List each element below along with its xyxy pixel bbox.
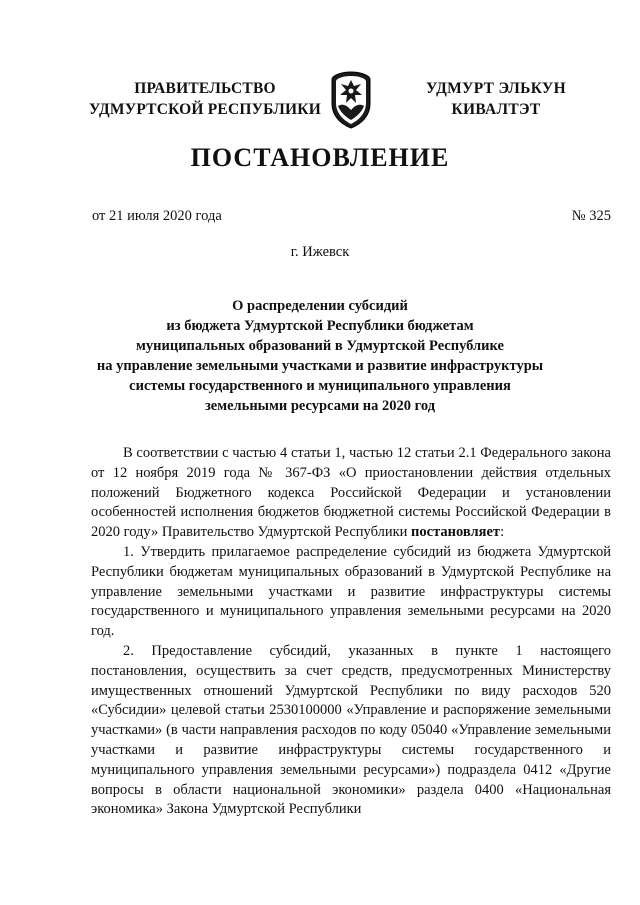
document-subject — [0, 296, 640, 416]
header-udmurt-name — [398, 78, 594, 120]
resolves-word: постановляет — [411, 524, 501, 541]
coat-of-arms-emblem-icon — [328, 70, 374, 130]
subject-line: системы государственного и муниципального управления — [129, 378, 511, 394]
resolves-colon: : — [500, 524, 505, 541]
item-2-paragraph: 2. Предоставление субсидий, указанных в пункте 1 настоящего постановления, осуществить за счет средств, предусмотренных Министерству имущественных отношений Удмуртской Республики по виду расходов 520 «Субсидии» целевой статьи 2530100000 «Управление и распоряжение земельными участками» (в части направления расходов по коду 05040 «Управление земельными участками и развитие инфраструктуры системы государственного и муниципального управления земельными ресурсами») подраздела 0412 «Другие вопросы в области национальной экономики» раздела 0400 «Национальная экономика» Закона Удмуртской Республики — [91, 642, 611, 818]
header-right-line2: КИВАЛТЭТ — [451, 101, 541, 118]
header-left-line1: ПРАВИТЕЛЬСТВО — [134, 80, 276, 97]
subject-line: из бюджета Удмуртской Республики бюджетам — [166, 318, 474, 334]
document-title: ПОСТАНОВЛЕНИЕ — [190, 143, 450, 172]
subject-line: О распределении субсидий — [232, 298, 408, 314]
subject-line: на управление земельными участками и развитие инфраструктуры — [96, 358, 544, 374]
document-number: № 325 — [571, 208, 611, 224]
item-1-paragraph: 1. Утвердить прилагаемое распределение субсидий из бюджета Удмуртской Республики бюджетам муниципальных образований в Удмуртской Республике на управление земельными участками и развитие инфраструктуры системы государственного и муниципального управления земельными ресурсами на 2020 год. — [91, 543, 611, 640]
header-right-line1: УДМУРТ ЭЛЬКУН — [426, 80, 566, 97]
document-city: г. Ижевск — [290, 244, 350, 260]
document-header — [0, 70, 640, 140]
document-date: от 21 июля 2020 года — [92, 208, 222, 224]
header-russian-name — [80, 78, 330, 120]
subject-line: земельными ресурсами на 2020 год — [204, 398, 436, 414]
preamble-text: В соответствии с частью 4 статьи 1, частью 12 статьи 2.1 Федерального закона от 12 ноября 2019 года № 367-ФЗ «О приостановлении действия отдельных положений Бюджетного кодекса Российской Федерации и установлении особенностей исполнения бюджетов бюджетной системы Российской Федерации в 2020 году» Правительство Удмуртской Республики — [91, 445, 611, 541]
header-left-line2: УДМУРТСКОЙ РЕСПУБЛИКИ — [89, 101, 321, 118]
preamble-paragraph — [91, 444, 611, 543]
document-body — [91, 444, 611, 820]
subject-line: муниципальных образований в Удмуртской Республике — [136, 338, 504, 354]
